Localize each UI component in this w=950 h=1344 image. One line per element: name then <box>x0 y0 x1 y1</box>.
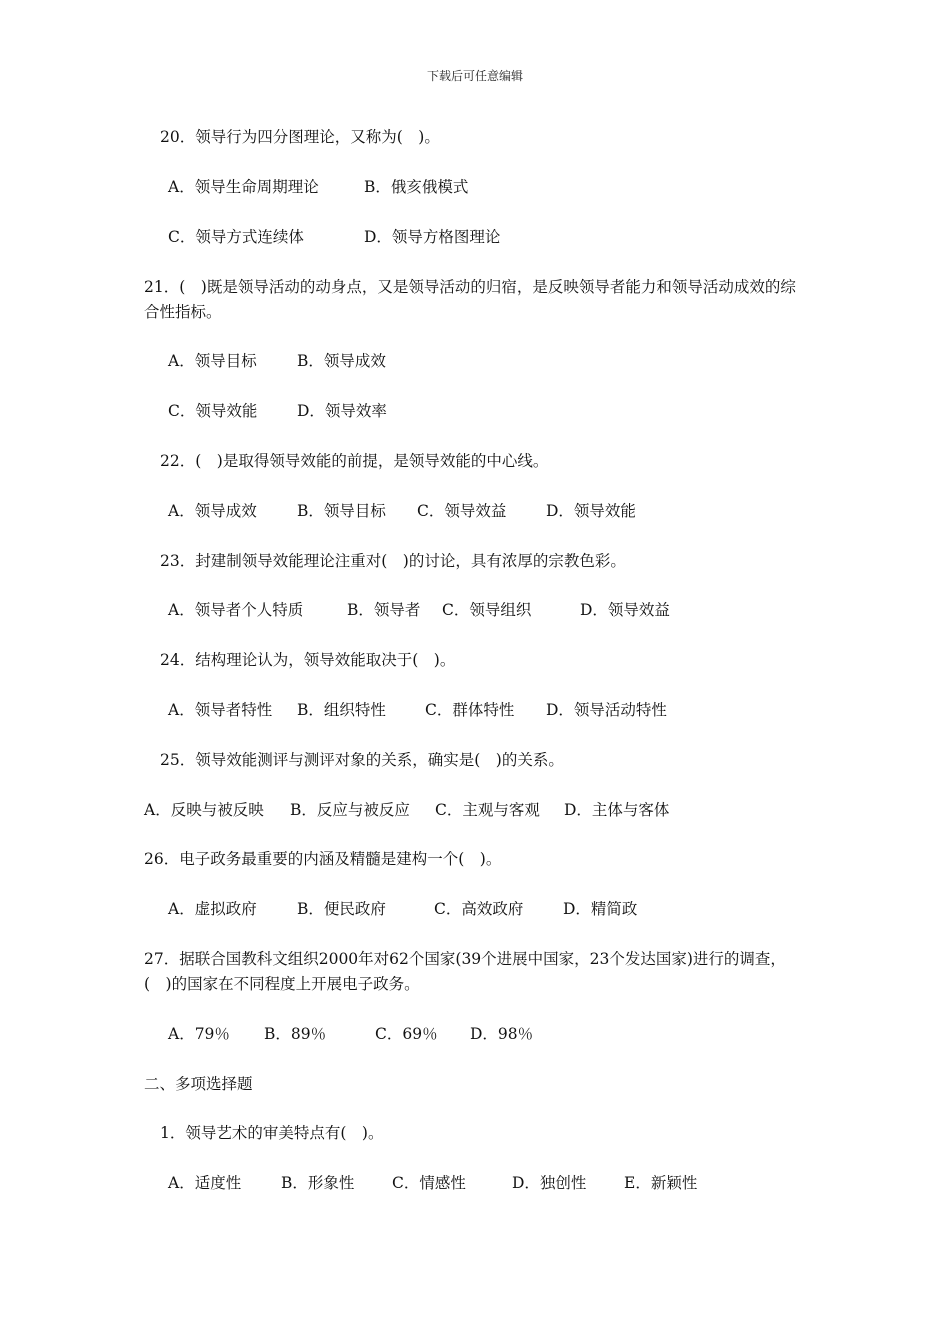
question-27-stem: 27．据联合国教科文组织2000年对62个国家(39个进展中国家，23个发达国家)进行的调查，( )的国家在不同程度上开展电子政务。 <box>144 950 786 993</box>
option-a: A．反映与被反映 <box>144 801 264 819</box>
page-header: 下载后可任意编辑 <box>426 69 523 83</box>
option-d: D．独创性 <box>512 1174 587 1192</box>
option-d: D．领导活动特性 <box>546 701 667 719</box>
option-b: B．俄亥俄模式 <box>364 178 469 196</box>
multi-question-1-stem: 1．领导艺术的审美特点有( )。 <box>160 1124 384 1142</box>
option-d: D．领导效率 <box>297 402 387 420</box>
option-a: A．适度性 <box>168 1174 242 1192</box>
option-d: D．领导方格图理论 <box>364 228 501 246</box>
option-b: B．领导目标 <box>297 502 386 520</box>
option-c: C．领导效能 <box>168 402 258 420</box>
option-a: A．领导者个人特质 <box>168 601 304 619</box>
option-c: C．69％ <box>375 1025 438 1043</box>
option-e: E．新颖性 <box>624 1174 698 1192</box>
question-25-stem: 25．领导效能测评与测评对象的关系，确实是( )的关系。 <box>160 751 564 769</box>
option-c: C．群体特性 <box>425 701 515 719</box>
question-23-stem: 23．封建制领导效能理论注重对( )的讨论，具有浓厚的宗教色彩。 <box>160 552 626 570</box>
option-b: B．便民政府 <box>297 900 386 918</box>
option-d: D．领导效能 <box>546 502 636 520</box>
option-c: C．情感性 <box>392 1174 466 1192</box>
option-d: D．98％ <box>470 1025 534 1043</box>
option-b: B．反应与被反应 <box>290 801 410 819</box>
option-a: A．虚拟政府 <box>168 900 257 918</box>
option-d: D．领导效益 <box>580 601 670 619</box>
option-c: C．高效政府 <box>434 900 524 918</box>
option-b: B．领导成效 <box>297 352 386 370</box>
option-d: D．精简政 <box>563 900 638 918</box>
section-heading: 二、多项选择题 <box>144 1075 253 1093</box>
option-c: C．领导组织 <box>442 601 532 619</box>
question-21-stem: 21．( )既是领导活动的动身点，又是领导活动的归宿，是反映领导者能力和领导活动成效的综合性指标。 <box>144 278 796 321</box>
question-24-stem: 24．结构理论认为，领导效能取决于( )。 <box>160 651 456 669</box>
question-22-stem: 22．( )是取得领导效能的前提，是领导效能的中心线。 <box>160 452 549 470</box>
option-b: B．89％ <box>264 1025 327 1043</box>
option-a: A．领导成效 <box>168 502 257 520</box>
option-b: B．领导者 <box>347 601 421 619</box>
option-a: A．领导者特性 <box>168 701 273 719</box>
question-20-stem: 20．领导行为四分图理论，又称为( )。 <box>160 128 440 146</box>
option-b: B．组织特性 <box>297 701 386 719</box>
option-a: A．领导目标 <box>168 352 257 370</box>
question-26-stem: 26．电子政务最重要的内涵及精髓是建构一个( )。 <box>144 850 502 868</box>
option-a: A．79％ <box>168 1025 230 1043</box>
option-c: C．领导效益 <box>417 502 507 520</box>
option-a: A．领导生命周期理论 <box>168 178 319 196</box>
option-c: C．领导方式连续体 <box>168 228 304 246</box>
option-d: D．主体与客体 <box>564 801 670 819</box>
option-c: C．主观与客观 <box>435 801 540 819</box>
option-b: B．形象性 <box>281 1174 355 1192</box>
